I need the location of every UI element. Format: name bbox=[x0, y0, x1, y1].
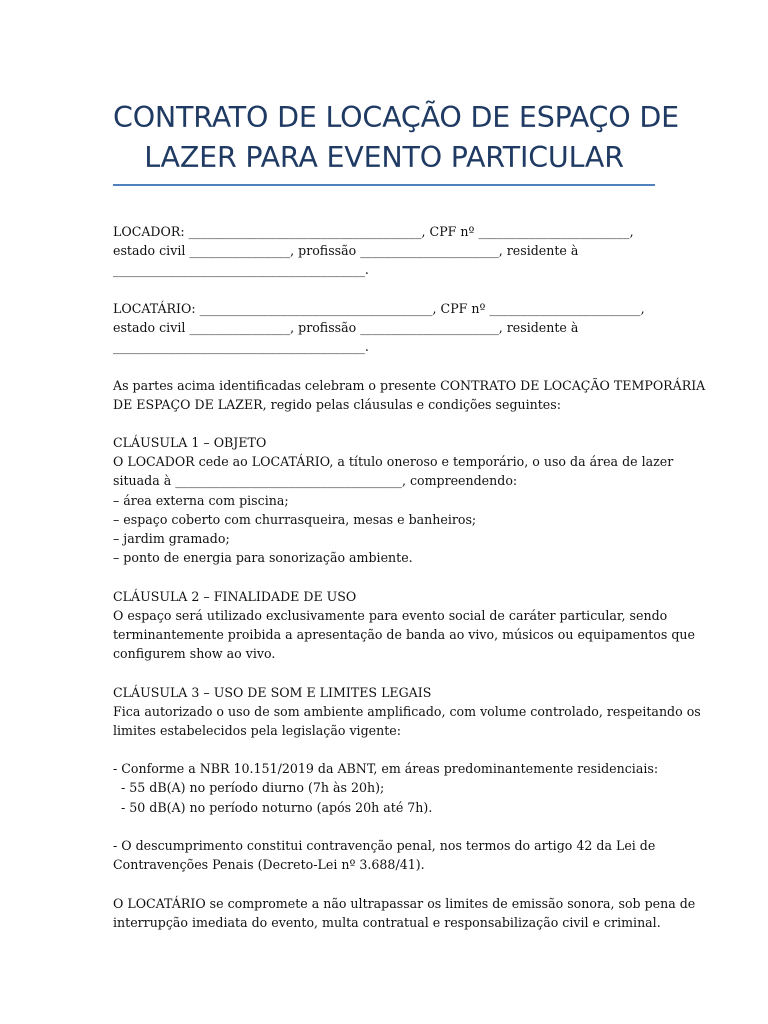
clause-1-item: – ponto de energia para sonorização ambiente. bbox=[113, 550, 413, 566]
clause-3-heading: CLÁUSULA 3 – USO DE SOM E LIMITES LEGAIS bbox=[113, 684, 432, 700]
clause-1-line: O LOCADOR cede ao LOCATÁRIO, a título oneroso e temporário, o uso da área de lazer bbox=[113, 454, 674, 470]
clause-2-heading: CLÁUSULA 2 – FINALIDADE DE USO bbox=[113, 588, 357, 604]
clause-2 bbox=[113, 587, 695, 664]
noise-limits-list bbox=[113, 759, 659, 817]
clause-1-item: – área externa com piscina; bbox=[113, 492, 289, 508]
clause-3-line: limites estabelecidos pela legislação vigente: bbox=[113, 722, 401, 738]
clause-1-item: – jardim gramado; bbox=[113, 531, 230, 546]
penalty-paragraph bbox=[113, 836, 655, 874]
contract-title bbox=[113, 96, 679, 178]
clause-1 bbox=[113, 433, 674, 567]
clause-2-line: terminantemente proibida a apresentação de banda ao vivo, músicos ou equipamentos que bbox=[113, 626, 695, 642]
locatario-line: LOCATÁRIO: _____________________________________, CPF nº ________________________, bbox=[113, 300, 645, 316]
penalty-line: Contravenções Penais (Decreto-Lei nº 3.688/41). bbox=[113, 857, 425, 873]
penalty-line: - O descumprimento constitui contravenção penal, nos termos do artigo 42 da Lei de bbox=[113, 838, 656, 853]
document-page bbox=[113, 96, 706, 932]
intro-line: DE ESPAÇO DE LAZER, regido pelas cláusulas e condições seguintes: bbox=[113, 396, 561, 412]
title-line: CONTRATO DE LOCAÇÃO DE ESPAÇO DE bbox=[113, 101, 679, 134]
locatario-block bbox=[113, 299, 655, 357]
commitment-line: O LOCATÁRIO se compromete a não ultrapassar os limites de emissão sonora, sob pena de bbox=[113, 895, 696, 911]
clause-3-line: Fica autorizado o uso de som ambiente amplificado, com volume controlado, respeitando os bbox=[113, 703, 701, 719]
intro-line: As partes acima identificadas celebram o presente CONTRATO DE LOCAÇÃO TEMPORÁRIA bbox=[113, 377, 706, 393]
locador-line: LOCADOR: _____________________________________, CPF nº ________________________, bbox=[113, 224, 634, 239]
clause-1-line: situada à ____________________________________, compreendendo: bbox=[113, 473, 518, 489]
noise-limits-line: - 55 dB(A) no período diurno (7h às 20h); bbox=[113, 780, 385, 796]
title-line: LAZER PARA EVENTO PARTICULAR bbox=[144, 141, 624, 174]
noise-limits-line: - 50 dB(A) no período noturno (após 20h até 7h). bbox=[113, 799, 433, 815]
clause-3 bbox=[113, 683, 701, 741]
clause-2-line: configurem show ao vivo. bbox=[113, 646, 276, 662]
commitment-line: interrupção imediata do evento, multa contratual e responsabilização civil e criminal. bbox=[113, 914, 661, 930]
noise-limits-line: - Conforme a NBR 10.151/2019 da ABNT, em áreas predominantemente residenciais: bbox=[113, 761, 659, 777]
title-divider bbox=[113, 184, 655, 186]
clause-2-line: O espaço será utilizado exclusivamente para evento social de caráter particular, sendo bbox=[113, 607, 668, 623]
locatario-line: estado civil ________________, profissão ______________________, residente à bbox=[113, 319, 579, 335]
clause-1-item: – espaço coberto com churrasqueira, mesas e banheiros; bbox=[113, 511, 477, 527]
clause-1-heading: CLÁUSULA 1 – OBJETO bbox=[113, 435, 267, 451]
locador-line: estado civil ________________, profissão ______________________, residente à bbox=[113, 243, 579, 259]
locatario-line: ________________________________________. bbox=[113, 339, 369, 355]
locador-block bbox=[113, 222, 655, 280]
locador-line: ________________________________________. bbox=[113, 262, 369, 278]
commitment-paragraph bbox=[113, 894, 696, 932]
contract-body bbox=[113, 222, 706, 932]
intro-paragraph bbox=[113, 376, 706, 414]
